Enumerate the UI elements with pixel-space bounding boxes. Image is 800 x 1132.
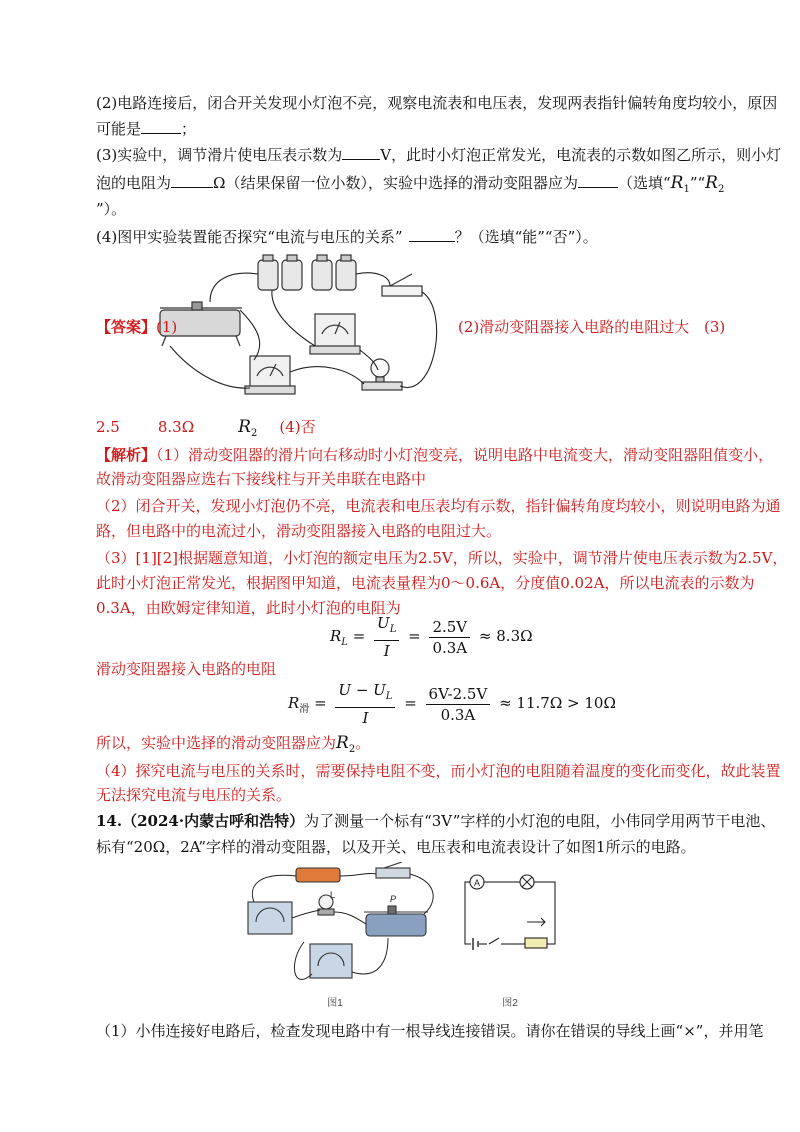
analysis-p3a: （3）[1][2]根据题意知道，小灯泡的额定电压为2.5V，所以，实验中，调节滑片使电压表示数为2.5V， xyxy=(96,549,788,567)
switch xyxy=(376,868,410,878)
rheostat xyxy=(366,914,426,936)
voltmeter xyxy=(310,314,360,354)
analysis-p1b: 故滑动变阻器应选右下接线柱与开关串联在电路中 xyxy=(96,470,427,488)
analysis-p2b: 路，但电路中的电流过小，滑动变阻器接入电路的电阻过大。 xyxy=(96,522,502,540)
battery-symbol xyxy=(471,936,479,952)
analysis-p6a: （4）探究电流与电压的关系时，需要保持电阻不变，而小灯泡的电阻随着温度的变化而变化，故此装置 xyxy=(96,762,781,780)
ammeter xyxy=(245,356,295,394)
lamp-symbol xyxy=(520,875,534,889)
answer-line1: 【答案】(1) xyxy=(96,318,178,336)
q14-line1: 14.（2024·内蒙古呼和浩特）为了测量一个标有“3V”字样的小灯泡的电阻，小伟同学用两节干电池、 xyxy=(96,812,776,830)
answer-blank xyxy=(141,119,181,134)
q3-line3: ”）。 xyxy=(96,200,127,218)
q14-sub1: （1）小伟连接好电路后，检查发现电路中有一根导线连接错误。请你在错误的导线上画“×”，并用笔 xyxy=(96,1022,764,1040)
formula-rheostat-resistance: $R_滑$ = $\frac{U - U_L}{I}$ = $\frac{6V-2.5V}{0.3A}$ ≈ 11.7Ω > 10Ω xyxy=(288,681,616,727)
answer-line2: 2.5 8.3Ω $R_2$ (4)否 xyxy=(96,417,316,439)
analysis-p2a: （2）闭合开关，发现小灯泡仍不亮，电流表和电压表均有示数，指针偏转角度均较小，则说明电路为通 xyxy=(96,497,781,515)
answer-blank xyxy=(578,173,618,188)
q2-line2: 可能是 ； xyxy=(96,120,197,138)
ammeter xyxy=(248,902,292,934)
switch xyxy=(382,274,422,296)
analysis-p3c: 0.3A，由欧姆定律知道，此时小灯泡的电阻为 xyxy=(96,599,401,617)
analysis-p3b: 此时小灯泡正常发光，根据图甲知道，电流表量程为0～0.6A，分度值0.02A，所以电流表的示数为 xyxy=(96,574,755,592)
rheostat-symbol xyxy=(525,938,547,948)
ammeter-letter: A xyxy=(473,878,481,888)
q3-line2: 泡的电阻为 Ω（结果保留一位小数），实验中选择的滑动变阻器应为 （选填“$R_1”“R_2$ xyxy=(96,173,725,195)
battery-pack xyxy=(296,868,340,882)
switch-symbol xyxy=(487,938,501,950)
q14-line2: 标有“20Ω，2A”字样的滑动变阻器，以及开关、电压表和电流表设计了如图1所示的电路。 xyxy=(96,838,696,856)
analysis-p1a: 【解析】（1）滑动变阻器的滑片向右移动时小灯泡变亮，说明电路中电流变大，滑动变阻器阻值变小， xyxy=(96,446,774,464)
analysis-p6b: 无法探究电流与电压的关系。 xyxy=(96,786,292,804)
q4-line: (4)图甲实验装置能否探究“电流与电压的关系” ？（选填“能”“否”）。 xyxy=(96,228,598,246)
q3-line1: (3)实验中，调节滑片使电压表示数为 V，此时小灯泡正常发光，电流表的示数如图乙所示，则小灯 xyxy=(96,146,782,164)
answer-part2: (2)滑动变阻器接入电路的电阻过大 xyxy=(458,318,690,336)
q2-line1: (2)电路连接后，闭合开关发现小灯泡不亮，观察电流表和电压表，发现两表指针偏转角度均较小，原因 xyxy=(96,94,778,112)
answer-blank xyxy=(409,227,455,242)
analysis-p5: 所以，实验中选择的滑动变阻器应为$R_2$。 xyxy=(96,733,371,755)
circuit-apparatus-figure xyxy=(150,250,440,405)
lamp-label: L xyxy=(330,890,336,900)
lamp xyxy=(362,359,402,390)
fig1-caption: 图1 xyxy=(327,998,343,1009)
answer-blank xyxy=(342,145,380,160)
formula-lamp-resistance: $R_L$ = $\frac{U_L}{I}$ = $\frac{2.5V}{0.3A}$ ≈ 8.3Ω xyxy=(330,614,533,660)
answer-part3: (3) xyxy=(704,318,726,336)
figure-2-schematic xyxy=(455,870,575,1012)
voltmeter xyxy=(310,944,352,978)
figure-1-apparatus xyxy=(238,862,448,1012)
fig2-caption: 图2 xyxy=(502,998,518,1009)
analysis-p4: 滑动变阻器接入电路的电阻 xyxy=(96,660,277,678)
battery-cells xyxy=(258,255,356,290)
answer-blank xyxy=(171,173,213,188)
slider-label: P xyxy=(390,894,397,904)
